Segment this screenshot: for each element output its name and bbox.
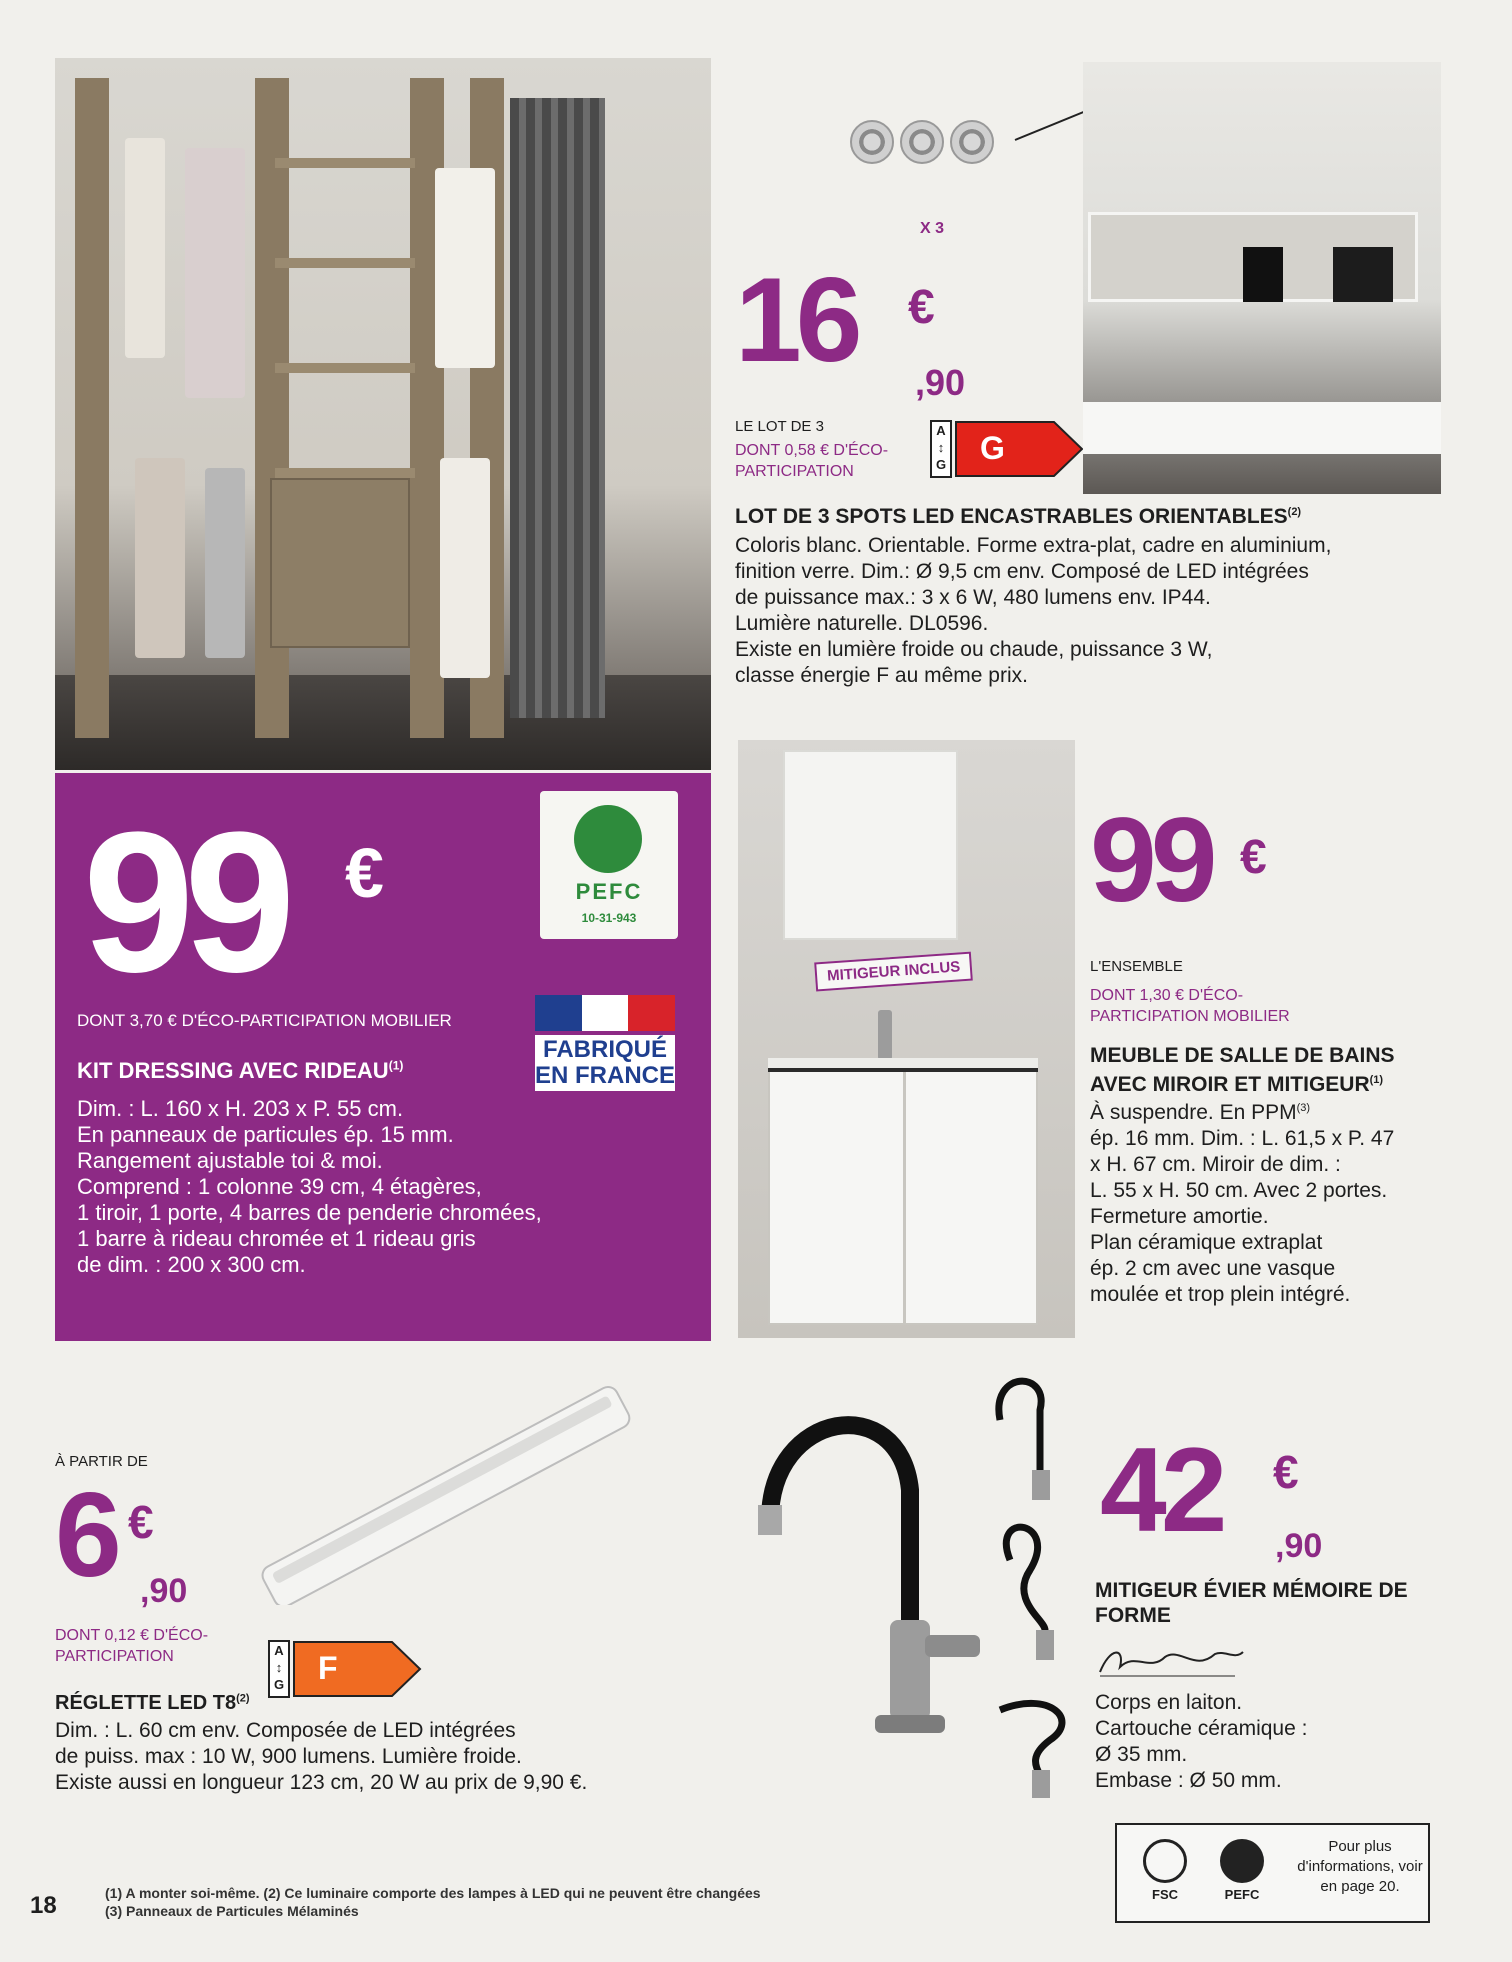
footnote-line-1: (1) A monter soi-même. (2) Ce luminaire comporte des lampes à LED qui ne peuvent être changées: [105, 1885, 761, 1901]
dressing-description: Dim. : L. 160 x H. 203 x P. 55 cm. En panneaux de particules ép. 15 mm. Rangement ajustable toi & moi. Comprend : 1 colonne 39 cm, 4 étagères, 1 tiroir, 1 porte, 4 barres de penderie chromées, 1 barre à rideau chromée et 1 rideau gris de dim. : 200 x 300 cm.: [77, 1096, 542, 1277]
faucet-price-cents: ,90: [1275, 1527, 1323, 1565]
furniture-description-rest: ép. 16 mm. Dim. : L. 61,5 x P. 47 x H. 67 cm. Miroir de dim. : L. 55 x H. 50 cm. Avec 2 portes. Fermeture amortie. Plan céramique extraplat ép. 2 cm avec une vasque moulée et trop plein intégré.: [1090, 1127, 1395, 1306]
led-strip-eco-participation: DONT 0,12 € D'ÉCO-PARTICIPATION: [55, 1627, 209, 1665]
energy-scale-top: A: [936, 423, 946, 438]
france-flag-icon: [535, 995, 675, 1031]
pefc-tree-icon: [1220, 1839, 1264, 1883]
bathroom-spots-photo: [1083, 62, 1441, 494]
faucet-included-tag: MITIGEUR INCLUS: [814, 952, 973, 992]
made-in-france-label: FABRIQUÉ EN FRANCE: [535, 1036, 676, 1089]
energy-class-arrow-icon: [292, 1640, 424, 1698]
faucet-title: MITIGEUR ÉVIER MÉMOIRE DE FORME: [1095, 1579, 1408, 1627]
led-strip-footnote-ref: (2): [236, 1692, 250, 1705]
spots-quantity: X 3: [920, 220, 945, 237]
energy-scale-arrow-icon: ↕: [275, 1660, 283, 1675]
fsc-tree-icon: [1143, 1839, 1187, 1883]
spots-price-cents: ,90: [915, 362, 966, 403]
wardrobe-photo: [55, 58, 711, 770]
led-strip-energy-class: F: [318, 1650, 338, 1686]
led-strip-energy-label: [268, 1640, 424, 1698]
pefc-label: PEFC: [1224, 1887, 1260, 1902]
dressing-price-currency: €: [345, 834, 384, 912]
furniture-title-text: MEUBLE DE SALLE DE BAINS AVEC MIROIR ET MITIGEUR: [1090, 1044, 1395, 1096]
faucet-price-integer: 42: [1100, 1423, 1222, 1557]
dressing-title: [77, 1058, 403, 1084]
energy-scale: [268, 1640, 290, 1698]
led-strip-title: [55, 1692, 250, 1715]
furniture-eco-participation: DONT 1,30 € D'ÉCO-PARTICIPATION MOBILIER: [1090, 987, 1290, 1025]
pefc-badge-label: PEFC: [575, 879, 643, 904]
energy-scale-bottom: G: [935, 457, 947, 472]
spots-title: [735, 505, 1301, 529]
spots-footnote-ref: (2): [1287, 506, 1302, 518]
led-strip-price-cents: ,90: [140, 1572, 188, 1610]
spots-title-text: LOT DE 3 SPOTS LED ENCASTRABLES ORIENTABLES: [735, 505, 1288, 528]
led-strip-price-integer: 6: [55, 1468, 122, 1602]
energy-scale-arrow-icon: ↕: [937, 440, 945, 455]
footnotes: [105, 1884, 1105, 1920]
faucet-description: Corps en laiton. Cartouche céramique : Ø 35 mm. Embase : Ø 50 mm.: [1095, 1691, 1308, 1792]
certification-info: Pour plus d'informations, voir en page 20.: [1297, 1838, 1423, 1895]
brand-signature-logo: [1095, 1642, 1245, 1682]
furniture-footnote-ref: (1): [1369, 1074, 1384, 1086]
bathroom-furniture-photo: [738, 740, 1075, 1338]
furniture-title: [1090, 1043, 1420, 1097]
dressing-offer-box: [55, 773, 711, 1341]
furniture-description-ref: (3): [1296, 1102, 1311, 1114]
fsc-label: FSC: [1152, 1887, 1178, 1902]
page-number: 18: [30, 1892, 57, 1919]
energy-scale: [930, 420, 952, 478]
energy-scale-top: A: [274, 1643, 284, 1658]
pefc-badge: [540, 791, 678, 939]
made-in-france-badge: [535, 995, 675, 1091]
energy-class-arrow-icon: [954, 420, 1086, 478]
led-strip-image: [235, 1385, 655, 1605]
led-strip-title-text: RÉGLETTE LED T8: [55, 1692, 237, 1714]
spots-description: Coloris blanc. Orientable. Forme extra-plat, cadre en aluminium, finition verre. Dim.: Ø 9,5 cm env. Composé de LED intégrées de puissance max.: 3 x 6 W, 480 lumens env. IP44. Lumière naturelle. DL0596. Existe en lumière froide ou chaude, puissance 3 W, classe énergie F au même prix.: [735, 534, 1332, 687]
spots-energy-label: [930, 420, 1086, 478]
pefc-tree-icon: [574, 805, 642, 873]
led-strip-from-label: À PARTIR DE: [55, 1453, 148, 1470]
dressing-footnote-ref: (1): [388, 1058, 404, 1073]
led-strip-description: Dim. : L. 60 cm env. Composée de LED intégrées de puiss. max : 10 W, 900 lumens. Lumière froide. Existe aussi en longueur 123 cm, 20 W au prix de 9,90 €.: [55, 1719, 588, 1794]
spots-price-currency: €: [908, 281, 935, 334]
dressing-eco-participation: DONT 3,70 € D'ÉCO-PARTICIPATION MOBILIER: [77, 1011, 452, 1030]
led-strip-price-currency: €: [128, 1496, 154, 1548]
spots-energy-class: G: [980, 430, 1005, 466]
furniture-unit: L'ENSEMBLE: [1090, 958, 1183, 975]
footnote-line-2: (3) Panneaux de Particules Mélaminés: [105, 1903, 359, 1919]
faucet-price-currency: €: [1273, 1446, 1299, 1498]
pefc-badge-code: 10-31-943: [581, 911, 637, 925]
fsc-logo: [1135, 1839, 1195, 1902]
spots-unit: LE LOT DE 3: [735, 418, 824, 435]
furniture-price: 99: [1090, 793, 1212, 927]
faucet-flex-variants-image: [990, 1370, 1100, 1800]
dressing-price: 99: [83, 791, 286, 1014]
energy-scale-bottom: G: [273, 1677, 285, 1692]
furniture-description: [1090, 1095, 1470, 1308]
furniture-description-first: À suspendre. En PPM: [1090, 1101, 1297, 1124]
spots-price-integer: 16: [735, 253, 857, 387]
pefc-logo: [1212, 1839, 1272, 1902]
spots-product-image: [850, 92, 1010, 172]
spots-eco-participation: DONT 0,58 € D'ÉCO-PARTICIPATION: [735, 442, 889, 480]
dressing-title-text: KIT DRESSING AVEC RIDEAU: [77, 1058, 389, 1083]
certification-box: [1115, 1823, 1430, 1923]
furniture-price-currency: €: [1240, 831, 1267, 884]
